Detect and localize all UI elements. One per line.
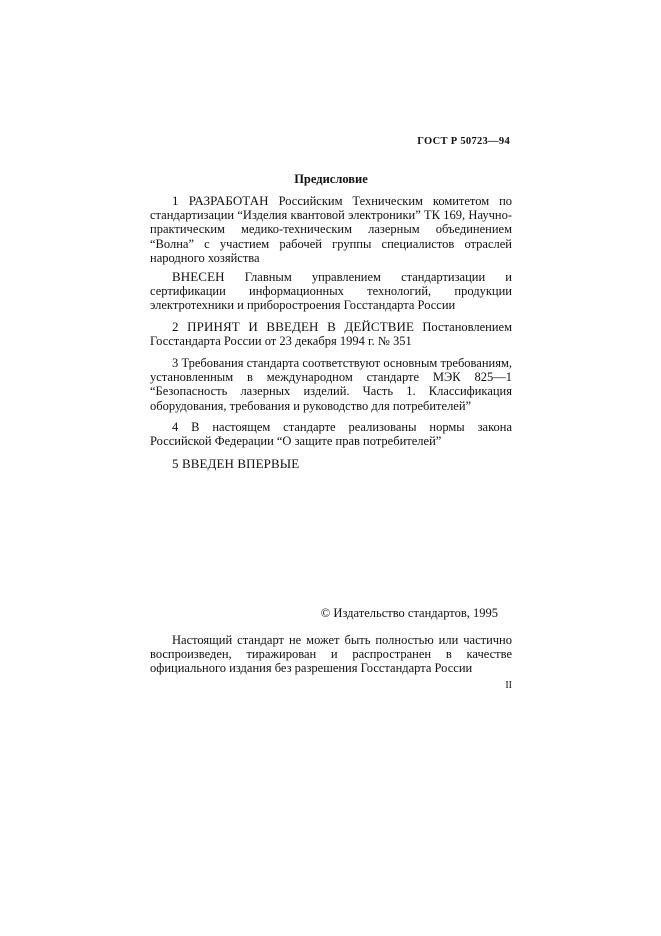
paragraph-introduced (150, 270, 512, 313)
reproduction-notice: Настоящий стандарт не может быть полностью или частично воспроизведен, тиражирован и распространен в качестве официального издания без разрешения Госстандарта России (150, 633, 512, 676)
paragraph-lead: 1 РАЗРАБОТАН (172, 193, 269, 208)
paragraph-text: 3 Требования стандарта соответствуют основным требованиям, установленным в международном стандарте МЭК 825—1 “Безопасность лазерных изделий. Часть 1. Классификация оборудования, требования и руководство для потребителей” (150, 356, 512, 413)
paragraph-lead: 5 ВВЕДЕН ВПЕРВЫЕ (172, 456, 300, 471)
standard-code: ГОСТ Р 50723—94 (417, 136, 510, 147)
paragraph-first-introduced (150, 457, 512, 471)
paragraph-requirements (150, 356, 512, 413)
paragraph-consumer-law (150, 420, 512, 448)
paragraph-developed (150, 194, 512, 265)
paragraph-text: Постановлением Госстандарта России от 23 декабря 1994 г. № 351 (150, 320, 513, 349)
paragraph-lead: 2 ПРИНЯТ И ВВЕДЕН В ДЕЙСТВИЕ (172, 319, 415, 334)
paragraph-lead: ВНЕСЕН (172, 269, 225, 284)
paragraph-adopted (150, 320, 512, 348)
copyright-line: © Издательство стандартов, 1995 (320, 606, 498, 620)
page-title: Предисловие (294, 172, 368, 186)
page-number: II (505, 680, 512, 691)
paragraph-text: 4 В настоящем стандарте реализованы нормы закона Российской Федерации “О защите прав потребителей” (150, 420, 512, 449)
paragraph-text: Главным управлением стандартизации и сертификации информационных технологий, продукции электротехники и приборостроения Госстандарта России (150, 270, 512, 313)
paragraph-text: Российским Техническим комитетом по стандартизации “Изделия квантовой электроники” ТК 169, Научно-практическим медико-техническим лазерным объединением “Волна” с участием рабочей группы специалистов отраслей народного хозяйства (150, 194, 513, 265)
